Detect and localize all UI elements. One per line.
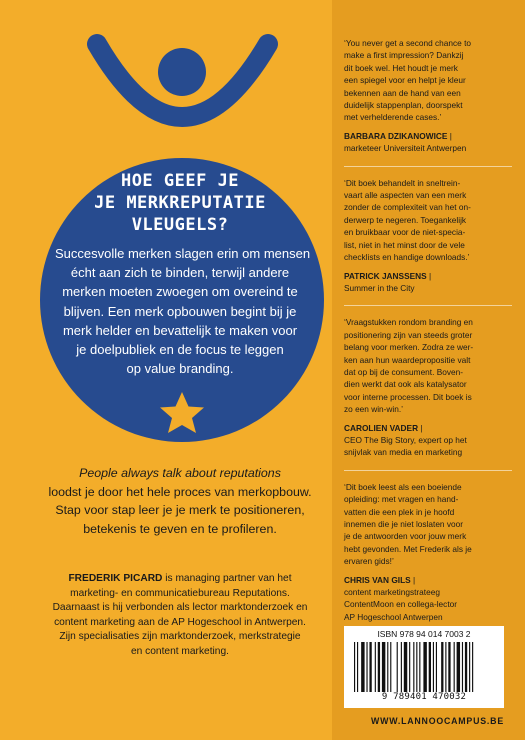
quote-line: met verhelderende cases.’ [344,112,442,123]
reviewer-line: CAROLIEN VADER | [344,422,423,433]
description-line: betekenis te geven en te profileren. [83,521,277,536]
quote-line: een spiegel voor en helpt je kleur [344,75,466,86]
quote-line: innemen die je niet loslaten voor [344,519,463,529]
quote-line: vatten die een plek in je hoofd [344,506,455,517]
barcode-bar [357,642,358,692]
barcode-bar [401,642,402,692]
barcode-bar [441,642,443,692]
isbn-label: ISBN 978 94 014 7003 2 [377,629,471,639]
barcode-bar [436,642,437,692]
publisher-website[interactable]: WWW.LANNOOCAMPUS.BE [371,716,504,726]
reviewer-name: BARBARA DZIKANOWICE [344,130,448,141]
quote-line: dat op bij de consument. Boven- [344,366,463,377]
reviewer-name: CAROLIEN VADER [344,422,419,433]
intro-line: Succesvolle merken slagen erin om mensen [55,246,311,261]
author-bio-first-line [35,572,325,587]
intro-line: blijven. Een merk opbouwen begint bij je [63,303,297,319]
reviewer-line: BARBARA DZIKANOWICE | [344,130,452,141]
barcode-bar [433,642,434,692]
barcode-bar [462,642,463,692]
reviewer-affiliation: marketeer Universiteit Antwerpen [344,143,467,154]
quote-line: ‘Dit boek leest als een boeiende [344,481,462,492]
quote-line: je de antwoorden voor jouw merk [344,531,467,542]
barcode-bar [423,642,426,692]
intro-text [55,244,311,378]
barcode-bar [409,642,410,692]
reviewer-affiliation: Summer in the City [344,282,415,293]
quote-line: bekennen aan de hand van een [344,87,461,98]
review-quotes [344,37,514,623]
author-bio-line: en content marketing. [131,645,229,657]
quote-divider [344,166,512,167]
book-title-italic: People always talk about reputations [79,466,281,480]
barcode-bar [366,642,367,692]
author-bio-line: content marketing aan de AP Hogeschool in Antwerpen. [54,616,306,628]
headline [60,170,300,236]
intro-line: merk helder en bevattelijk te maken voor [62,322,298,338]
author-bio-line: Daarnaast is hij verbonden als lector marktonderzoek en [52,602,308,614]
quote-line: dit boek wel. Het houdt je merk [344,62,458,73]
intro-line: op value branding. [126,361,234,377]
reviewer-affiliation: CEO The Big Story, expert op het [344,434,467,445]
barcode-digits: 9 789401 470032 [381,692,467,702]
barcode-bar [369,642,371,692]
quote-line: vaart alle aspecten van een merk [344,190,467,201]
barcode-bar [382,642,385,692]
quote-line: zonder de complexiteit van het on- [344,202,471,213]
quote-divider [344,305,512,306]
quote-line: positionering zijn van steeds groter [344,329,473,340]
quote-line: derwerp te negeren. Toegankelijk [344,214,467,225]
intro-line: merken moeten zwoegen om overeind te [62,284,298,300]
quote-line: ‘Vraagstukken rondom branding en [344,317,473,328]
quote-line: voor interne processen. Dit boek is [344,391,472,402]
quote-line: ervaren gids!’ [344,556,394,567]
quote-line: en bruikbaar voor de niet-specia- [344,227,466,238]
author-bio-line: Zijn specialisaties zijn marktonderzoek, merkstrategie [59,631,301,643]
quote-line: list, niet in het minst door de vele [344,239,465,250]
reviewer-line: PATRICK JANSSENS | [344,270,432,281]
quote-line: ken aan hun waardepropositie valt [344,354,471,365]
reviewer-name: PATRICK JANSSENS [344,270,427,281]
barcode-bar [429,642,431,692]
description-line: loodst je door het hele proces van merkopbouw. [48,484,312,499]
reviewer-affiliation: snijvlak van media en marketing [344,447,463,458]
barcode-bar [404,642,407,692]
figure-head-icon [158,48,206,96]
barcode-bar [448,642,450,692]
reviewer-affiliation: ContentMoon en collega-lector [344,599,457,610]
author-name: FREDERIK PICARD [68,573,163,584]
quote-line: hebt gevonden. Met Frederik als je [344,543,472,554]
quote-line: belang voor merken. Zodra ze wer- [344,342,474,353]
review-quote [344,481,514,623]
book-description [30,464,330,538]
quote-line: dien werkt dat ook als katalysator [344,379,467,390]
intro-line: écht aan zich te binden, terwijl andere [70,265,290,281]
quote-line: duidelijk stappenplan, doorspekt [344,100,463,111]
barcode-bars [352,642,496,692]
barcode-bar [419,642,420,692]
quote-line: make a first impression? Dankzij [344,50,464,61]
headline-line: HOE GEEF JE [120,171,240,191]
barcode-bar [387,642,388,692]
barcode-bar [469,642,470,692]
headline-line: VLEUGELS? [131,215,229,235]
quote-line: ‘You never get a second chance to [344,38,472,48]
barcode-bar [413,642,414,692]
barcode [344,626,504,708]
intro-line: je doelpubliek en de focus te leggen [76,342,284,358]
barcode-bar [472,642,473,692]
quote-line: checklists en handige downloads.’ [344,252,470,263]
reviewer-affiliation: AP Hogeschool Antwerpen [344,611,443,622]
barcode-bar [465,642,467,692]
author-bio-text: is managing partner van het [162,573,292,584]
quote-divider [344,470,512,471]
author-bio-line: marketing- en communicatiebureau Reputations. [70,587,290,599]
review-quote [344,37,514,155]
barcode-bar [416,642,417,692]
review-quote [344,316,514,458]
headline-line: JE MERKREPUTATIE [94,193,266,213]
quote-line: opleiding: met vragen en hand- [344,494,459,505]
barcode-bar [457,642,460,692]
description-line: Stap voor stap leer je je merk te positioneren, [55,503,305,518]
quote-line: ‘Dit boek behandelt in sneltrein- [344,177,461,188]
barcode-bar [361,642,364,692]
reviewer-line: CHRIS VAN GILS | [344,574,416,585]
barcode-bar [397,642,398,692]
reviewer-name: CHRIS VAN GILS [344,574,411,585]
barcode-bar [390,642,391,692]
quote-line: zo een win-win.’ [344,404,404,415]
reviewer-affiliation: content marketingstrateeg [344,587,440,598]
barcode-bar [375,642,376,692]
barcode-bar [378,642,380,692]
barcode-bar [454,642,455,692]
review-quote [344,177,514,295]
barcode-bar [354,642,355,692]
author-bio [35,572,325,660]
barcode-bar [445,642,446,692]
